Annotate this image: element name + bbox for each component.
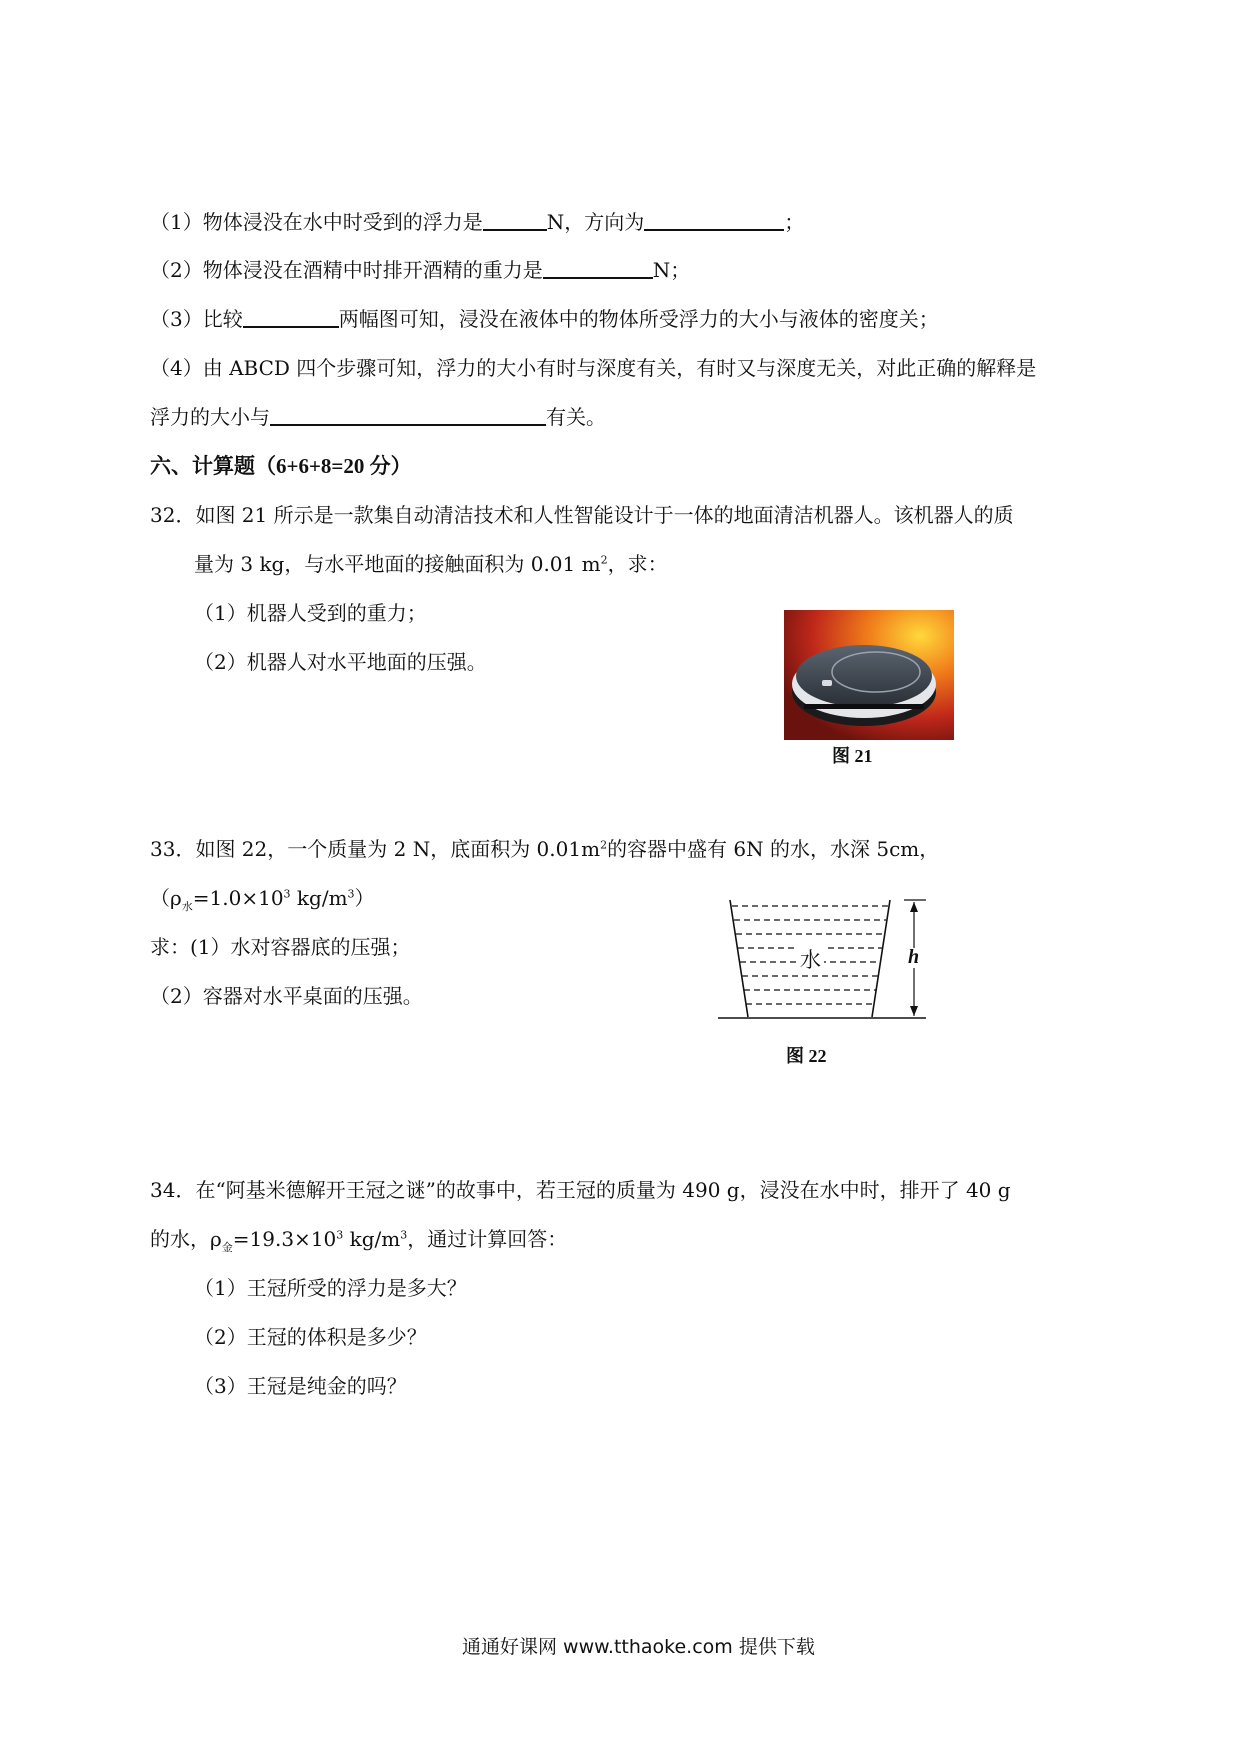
water-label: 水 [800, 948, 821, 972]
q31-part3-text-b: 两幅图可知，浸没在液体中的物体所受浮力的大小与液体的密度关； [338, 307, 939, 331]
q34-line2-text-c: kg/m [343, 1227, 401, 1251]
q33-sub1: 求：(1）水对容器底的压强； [150, 935, 411, 959]
section-heading: 六、计算题（6+6+8=20 分） [150, 454, 412, 478]
height-label: h [908, 946, 920, 968]
q33-density-text-c: kg/m [290, 886, 348, 910]
q31-part3 [150, 305, 939, 333]
q32-line1: 32．如图 21 所示是一款集自动清洁技术和人性智能设计于一体的地面清洁机器人。该机器人的质 [150, 503, 1014, 527]
q31-part4-text-a: 浮力的大小与 [150, 405, 270, 429]
q34-line2-text-d: ，通过计算回答： [407, 1227, 568, 1251]
q33-density-text-d: ） [354, 886, 375, 910]
q33-line1-text-a: 33．如图 22，一个质量为 2 N，底面积为 0.01m [150, 837, 601, 861]
q31-part4-line1: （4）由 ABCD 四个步骤可知，浮力的大小有时与深度有关，有时又与深度无关，对此正确的解释是 [150, 356, 1037, 380]
answer-blank [243, 306, 339, 328]
q34-sub3: （3）王冠是纯金的吗？ [194, 1374, 407, 1398]
q34-line2-text-b: =19.3×10 [232, 1227, 337, 1251]
answer-blank [483, 209, 547, 231]
figure-22-caption: 图 22 [786, 1046, 827, 1066]
q33-line1 [150, 835, 939, 863]
q31-part2-text-b: N； [652, 258, 691, 282]
q31-part1-text-b: N，方向为 [546, 210, 645, 234]
subscript: 水 [181, 900, 193, 913]
q33-density-text-a: （ρ [150, 886, 182, 910]
q34-sub1: （1）王冠所受的浮力是多大？ [194, 1276, 467, 1300]
q32-line2 [194, 550, 668, 578]
q31-part1-text-c: ； [784, 210, 805, 234]
subscript: 金 [221, 1241, 233, 1254]
page-footer: 通通好课网 www.tthaoke.com 提供下载 [462, 1636, 815, 1658]
q33-density-text-b: =1.0×10 [192, 886, 284, 910]
superscript: 2 [600, 553, 608, 567]
q31-part4-text-b: 有关。 [546, 405, 606, 429]
q34-line1: 34．在“阿基米德解开王冠之谜”的故事中，若王冠的质量为 490 g，浸没在水中时，排开了 40 g [150, 1178, 1011, 1202]
q34-line2 [150, 1225, 567, 1253]
q32-line2-text-b: ，求： [607, 552, 668, 576]
q31-part1 [150, 208, 804, 236]
q34-sub2: （2）王冠的体积是多少？ [194, 1325, 427, 1349]
q31-part4-line2 [150, 403, 606, 431]
container-diagram [718, 894, 938, 1029]
superscript: 3 [283, 887, 291, 901]
q33-density [150, 884, 375, 912]
q32-sub2: （2）机器人对水平地面的压强。 [194, 650, 487, 674]
q31-part1-text-a: （1）物体浸没在水中时受到的浮力是 [150, 210, 483, 234]
answer-blank [543, 257, 653, 279]
figure-21-caption: 图 21 [832, 746, 873, 766]
robot-vacuum-photo [784, 610, 954, 740]
q31-part2-text-a: （2）物体浸没在酒精中时排开酒精的重力是 [150, 258, 543, 282]
q32-line2-text-a: 量为 3 kg，与水平地面的接触面积为 0.01 m [194, 552, 601, 576]
superscript: 2 [600, 838, 608, 852]
q33-line1-text-b: 的容器中盛有 6N 的水，水深 5cm， [607, 837, 940, 861]
superscript: 3 [347, 887, 355, 901]
q31-part3-text-a: （3）比较 [150, 307, 243, 331]
superscript: 3 [336, 1228, 344, 1242]
q32-sub1: （1）机器人受到的重力； [194, 601, 427, 625]
q31-part2 [150, 256, 690, 284]
q33-sub2: （2）容器对水平桌面的压强。 [150, 984, 423, 1008]
answer-blank [270, 404, 546, 426]
q34-line2-text-a: 的水，ρ [150, 1227, 222, 1251]
superscript: 3 [400, 1228, 408, 1242]
answer-blank [644, 209, 784, 231]
